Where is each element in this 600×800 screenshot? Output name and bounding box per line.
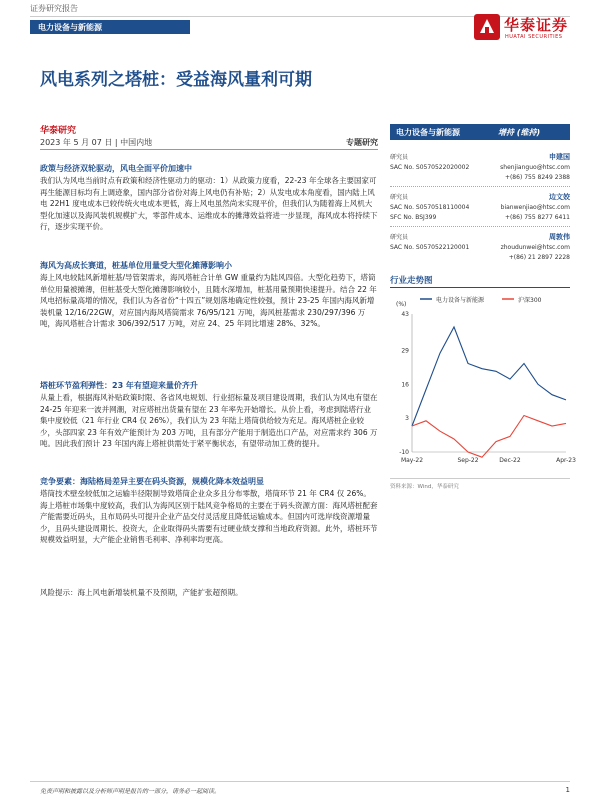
industry-trend-chart bbox=[390, 292, 576, 474]
analyst-role: 研究员 bbox=[390, 154, 409, 161]
risk-warning: 风险提示：海上风电新增装机量不及预期，产能扩张超预期。 bbox=[40, 588, 243, 597]
trend-divider bbox=[390, 287, 570, 288]
analyst-sfc: SFC No. BSJ399 bbox=[390, 214, 437, 221]
source-divider bbox=[390, 478, 570, 479]
y-tick-label: 16 bbox=[401, 381, 409, 389]
section-body: 海上风电较陆风新增桩基/导管架需求，海风塔桩合计单 GW 重量约为陆风四倍。大型化趋势下，塔筒单位用量被摊薄，但桩基受大型化摊薄影响较小，且随水深增加，桩基用量预期快速提升。结合 22 年风电招标量高增的情况，我们认为各省份“十四五”规划落地确定性较强，预计 23-25 年国内海风新增装机量 12/16/22GW，对应国内海风塔筒需求 76/95/121 万吨，海风桩基需求 230/297/396 万吨，海风塔桩合计需求 306/392/517 万吨，对应 24、25 年同比增速 28%、32%。 bbox=[40, 273, 377, 329]
section-heading: 竞争要素：海陆格局差异主要在码头资源，规模化降本效益明显 bbox=[40, 477, 264, 486]
analyst-email[interactable]: zhoudunwei@htsc.com bbox=[500, 244, 570, 251]
y-tick-label: 3 bbox=[405, 415, 409, 423]
y-tick-label: 29 bbox=[401, 347, 409, 355]
analyst-sac: SAC No. S0570522120001 bbox=[390, 244, 470, 251]
analyst-row bbox=[390, 164, 570, 171]
analyst-divider bbox=[390, 186, 570, 187]
analyst-phone: +(86) 21 2897 2228 bbox=[508, 254, 570, 261]
page-title: 风电系列之塔桩：受益海风量利可期 bbox=[40, 70, 312, 90]
report-date-region: 2023 年 5 月 07 日 | 中国内地 bbox=[40, 138, 153, 147]
section-body: 塔筒技术壁垒较低加之运输半径限制导致塔筒企业众多且分布零散，塔筒环节 21 年 CR4 仅 26%。海上塔桩市场集中度较高，我们认为海风区别于陆风竞争格局的主要在于码头资源方面：海风塔桩配套产能需要近码头，且布局码头可提升企业产品交付灵活度且降低运输成本。但国内可选岸线资源增量少，且码头建设周期长、投资大，企业取得码头需要有过硬业绩支撑和当地政府资源。此外，塔桩环节规模效益明显，大产能企业销售毛利率、净利率均更高。 bbox=[40, 489, 378, 545]
section-heading: 政策与经济双轮驱动，风电全面平价加速中 bbox=[40, 164, 192, 173]
footer-divider bbox=[30, 781, 570, 782]
rating-category: 电力设备与新能源 bbox=[396, 128, 460, 137]
legend-label: 沪深300 bbox=[518, 297, 542, 304]
analyst-sac: SAC No. S0570522020002 bbox=[390, 164, 470, 171]
analyst-row bbox=[390, 192, 570, 202]
analyst-row bbox=[390, 204, 570, 211]
y-tick-label: 43 bbox=[401, 311, 409, 318]
x-tick-label: Dec-22 bbox=[499, 457, 521, 464]
meta-divider bbox=[40, 149, 378, 150]
analyst-name: 申建国 bbox=[549, 153, 570, 161]
analyst-phone: +(86) 755 8277 6411 bbox=[504, 214, 570, 221]
analyst-row bbox=[390, 254, 570, 261]
analyst-phone: +(86) 755 8249 2388 bbox=[504, 174, 570, 181]
trend-title: 行业走势图 bbox=[390, 276, 433, 286]
logo-text: 华泰证券 bbox=[504, 16, 569, 34]
report-region: 中国内地 bbox=[120, 138, 153, 147]
y-tick-label: -10 bbox=[399, 449, 409, 456]
huatai-logo-icon bbox=[474, 14, 500, 40]
logo-text-en: HUATAI SECURITIES bbox=[505, 34, 563, 40]
analyst-role: 研究员 bbox=[390, 234, 409, 241]
analyst-row bbox=[390, 244, 570, 251]
rating-value: 增持 (维持) bbox=[498, 128, 541, 137]
disclaimer: 免责声明和披露以及分析师声明是报告的一部分，请务必一起阅读。 bbox=[40, 788, 221, 795]
category-label: 电力设备与新能源 bbox=[38, 23, 102, 32]
series-line bbox=[412, 327, 566, 426]
analyst-row bbox=[390, 214, 570, 221]
legend-label: 电力设备与新能源 bbox=[436, 297, 485, 304]
analyst-row bbox=[390, 232, 570, 242]
y-axis-label: (%) bbox=[396, 301, 407, 308]
section-heading: 塔桩环节盈利弹性：23 年有望迎来量价齐升 bbox=[40, 381, 198, 390]
series-line bbox=[412, 416, 566, 458]
analyst-name: 边文姣 bbox=[549, 193, 570, 201]
report-date: 2023 年 5 月 07 日 bbox=[40, 138, 113, 147]
report-meta bbox=[40, 137, 378, 148]
chart-source: 资料来源：Wind，华泰研究 bbox=[390, 484, 459, 490]
x-tick-label: May-22 bbox=[400, 457, 424, 464]
section-body: 我们认为风电当前时点有政策和经济性驱动力的驱动：1）从政策力度看，22-23 年全球各主要国家可再生能源目标均有上调迹象，国内部分省份对海上风电仍有补贴；2）从发电成本角度看，国内陆上风电 22H1 度电成本已较传统火电成本更低，海上风电虽然尚未实现平价，但我们认为随着海上风机大型化加速以及海风装机规模扩大，零部件成本、运维成本的摊薄效益将进一步显现，海风成本将持续下行，逐步实现平价。 bbox=[40, 176, 378, 232]
analyst-role: 研究员 bbox=[390, 194, 409, 201]
research-label: 华泰研究 bbox=[40, 126, 77, 136]
x-tick-label: Apr-23 bbox=[556, 457, 576, 464]
analyst-name: 周敦伟 bbox=[549, 233, 570, 241]
report-type: 专题研究 bbox=[346, 138, 378, 147]
analyst-divider bbox=[390, 226, 570, 227]
doc-type-label: 证券研究报告 bbox=[30, 4, 78, 13]
analyst-row bbox=[390, 174, 570, 181]
analyst-email[interactable]: shenjianguo@htsc.com bbox=[500, 164, 570, 171]
section-heading: 海风为高成长赛道，桩基单位用量受大型化摊薄影响小 bbox=[40, 261, 232, 270]
analyst-row bbox=[390, 152, 570, 162]
section-body: 从量上看，根据海风补贴政策时限、各省风电规划、行业招标量及项目建设周期，我们认为风电有望在 24-25 年迎来一波并网潮，对应塔桩出货量有望在 23 年率先开始增长。从价上看，考虑到陆塔行业集中度较低（21 年行业 CR4 仅 26%），我们认为 23 年陆上塔筒供给较为充足。海风塔桩企业较少，头部四家 23 年有效产能预计为 203 万吨，且有部分产能用于制造出口产品，对应需求约 306 万吨。因此我们预计 23 年国内海上塔桩供需处于紧平衡状态，有望带动加工费的提升。 bbox=[40, 393, 378, 449]
analyst-sac: SAC No. S0570518110004 bbox=[390, 204, 470, 211]
x-tick-label: Sep-22 bbox=[457, 457, 479, 464]
analyst-email[interactable]: bianwenjiao@htsc.com bbox=[500, 204, 570, 211]
page-number: 1 bbox=[565, 786, 570, 794]
